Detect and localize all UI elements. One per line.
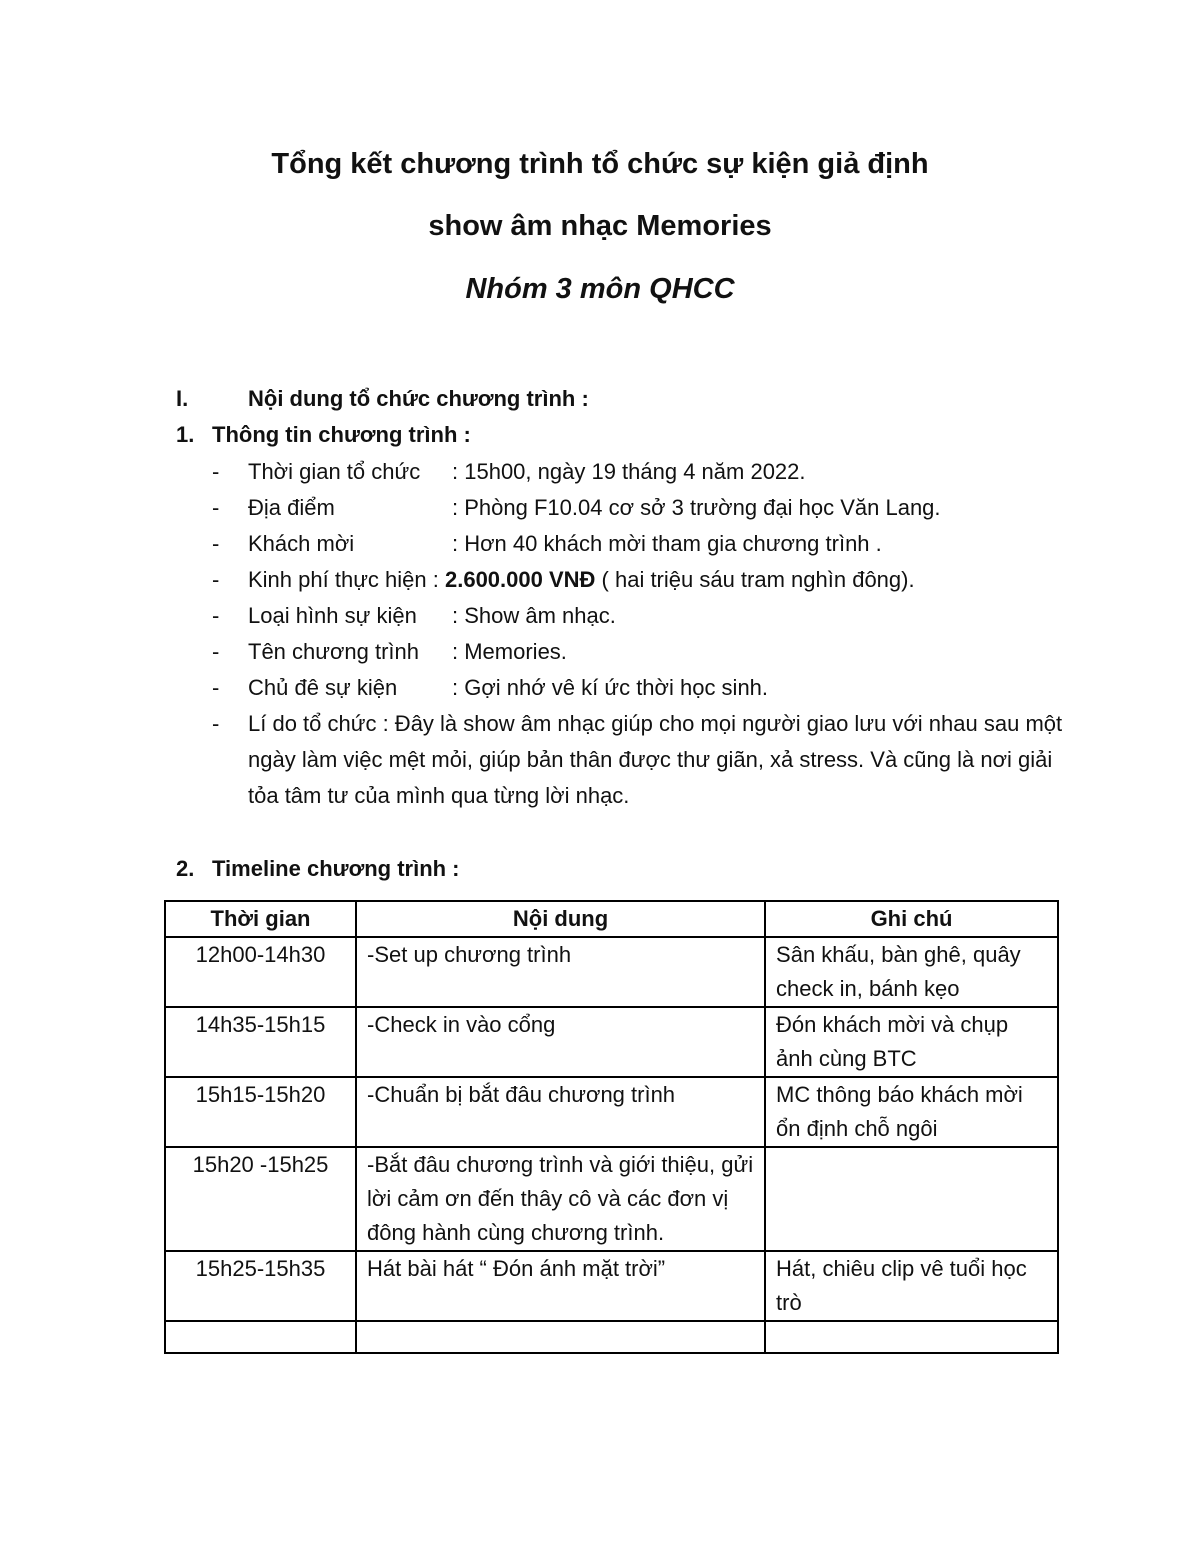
bullet-dash: - [212, 531, 220, 556]
table-row [165, 1077, 1058, 1147]
empty-cell [356, 1321, 765, 1353]
time-cell: 12h00-14h30 [165, 937, 356, 1007]
info-label: Tên chương trình [248, 639, 420, 664]
info-value: : Gợi nhớ vê kí ức thời học sinh. [452, 675, 769, 700]
note-cell: Đón khách mời và chụp ảnh cùng BTC [765, 1007, 1058, 1077]
subsection-1-heading [176, 420, 471, 450]
bullet-dash: - [212, 675, 220, 700]
info-label: Kinh phí thực hiện [248, 567, 427, 592]
info-label: Địa điểm [248, 495, 335, 520]
subsection-title: Thông tin chương trình : [212, 422, 471, 447]
list-item [212, 598, 1072, 634]
info-value: : 15h00, ngày 19 tháng 4 năm 2022. [452, 459, 806, 484]
list-item [212, 634, 1072, 670]
content-cell: Hát bài hát “ Đón ánh mặt trời” [356, 1251, 765, 1321]
table-row [165, 1251, 1058, 1321]
info-label: Thời gian tổ chức [248, 459, 421, 484]
column-header-note: Ghi chú [765, 901, 1058, 937]
info-value: : Show âm nhạc. [452, 603, 616, 628]
info-value: : Hơn 40 khách mời tham gia chương trình . [452, 531, 882, 556]
event-reason: Lí do tổ chức : Đây là show âm nhạc giúp cho mọi người giao lưu với nhau sau một ngày làm việc mệt mỏi, giúp bản thân được thư giãn, xả stress. Và cũng là nơi giải tỏa tâm tư của mình qua từng lời nhạc. [248, 711, 1063, 808]
empty-cell [765, 1321, 1058, 1353]
bullet-dash: - [212, 639, 220, 664]
document-subtitle: show âm nhạc Memories [428, 210, 772, 242]
event-info-list [212, 454, 1072, 814]
timeline-table [164, 900, 1059, 1354]
bullet-dash: - [212, 495, 220, 520]
info-label: Khách mời [248, 531, 355, 556]
info-label: Chủ đê sự kiện [248, 675, 398, 700]
bullet-dash: - [212, 711, 220, 736]
section-number: I. [176, 386, 189, 411]
note-cell [765, 1147, 1058, 1251]
info-value: : Memories. [452, 639, 567, 664]
bullet-dash: - [212, 603, 220, 628]
document-title: Tổng kết chương trình tổ chức sự kiện giả định [271, 148, 929, 180]
content-cell: -Chuẩn bị bắt đâu chương trình [356, 1077, 765, 1147]
subsection-number: 2. [176, 856, 195, 881]
subsection-2-heading [176, 854, 460, 884]
time-cell: 14h35-15h15 [165, 1007, 356, 1077]
budget-amount: 2.600.000 VNĐ [444, 567, 596, 592]
content-cell: -Bắt đâu chương trình và giới thiệu, gửi lời cảm ơn đến thây cô và các đơn vị đông hành cùng chương trình. [356, 1147, 765, 1251]
table-row [165, 1147, 1058, 1251]
content-cell: -Check in vào cổng [356, 1007, 765, 1077]
list-item [212, 562, 1072, 598]
section-title: Nội dung tổ chức chương trình : [248, 386, 589, 411]
time-cell: 15h20 -15h25 [165, 1147, 356, 1251]
section-1-heading [176, 384, 589, 414]
info-value: Kinh phí thực hiện : 2.600.000 VNĐ ( hai triệu sáu tram nghìn đông). [248, 567, 915, 592]
table-header-row [165, 901, 1058, 937]
info-label: Loại hình sự kiện [248, 603, 417, 628]
info-value: : Phòng F10.04 cơ sở 3 trường đại học Văn Lang. [452, 495, 941, 520]
table-row-empty [165, 1321, 1058, 1353]
bullet-dash: - [212, 459, 220, 484]
group-name: Nhóm 3 môn QHCC [465, 273, 735, 305]
column-header-content: Nội dung [356, 901, 765, 937]
list-item [212, 454, 1072, 490]
note-cell: Sân khấu, bàn ghê, quây check in, bánh kẹo [765, 937, 1058, 1007]
empty-cell [165, 1321, 356, 1353]
time-cell: 15h15-15h20 [165, 1077, 356, 1147]
bullet-dash: - [212, 567, 220, 592]
column-header-time: Thời gian [165, 901, 356, 937]
list-item [212, 490, 1072, 526]
table-row [165, 937, 1058, 1007]
content-cell: -Set up chương trình [356, 937, 765, 1007]
subsection-number: 1. [176, 422, 195, 447]
note-cell: MC thông báo khách mời ổn định chỗ ngôi [765, 1077, 1058, 1147]
time-cell: 15h25-15h35 [165, 1251, 356, 1321]
subsection-title: Timeline chương trình : [212, 856, 460, 881]
note-cell: Hát, chiêu clip vê tuổi học trò [765, 1251, 1058, 1321]
list-item [212, 706, 1072, 814]
list-item [212, 670, 1072, 706]
list-item [212, 526, 1072, 562]
table-row [165, 1007, 1058, 1077]
